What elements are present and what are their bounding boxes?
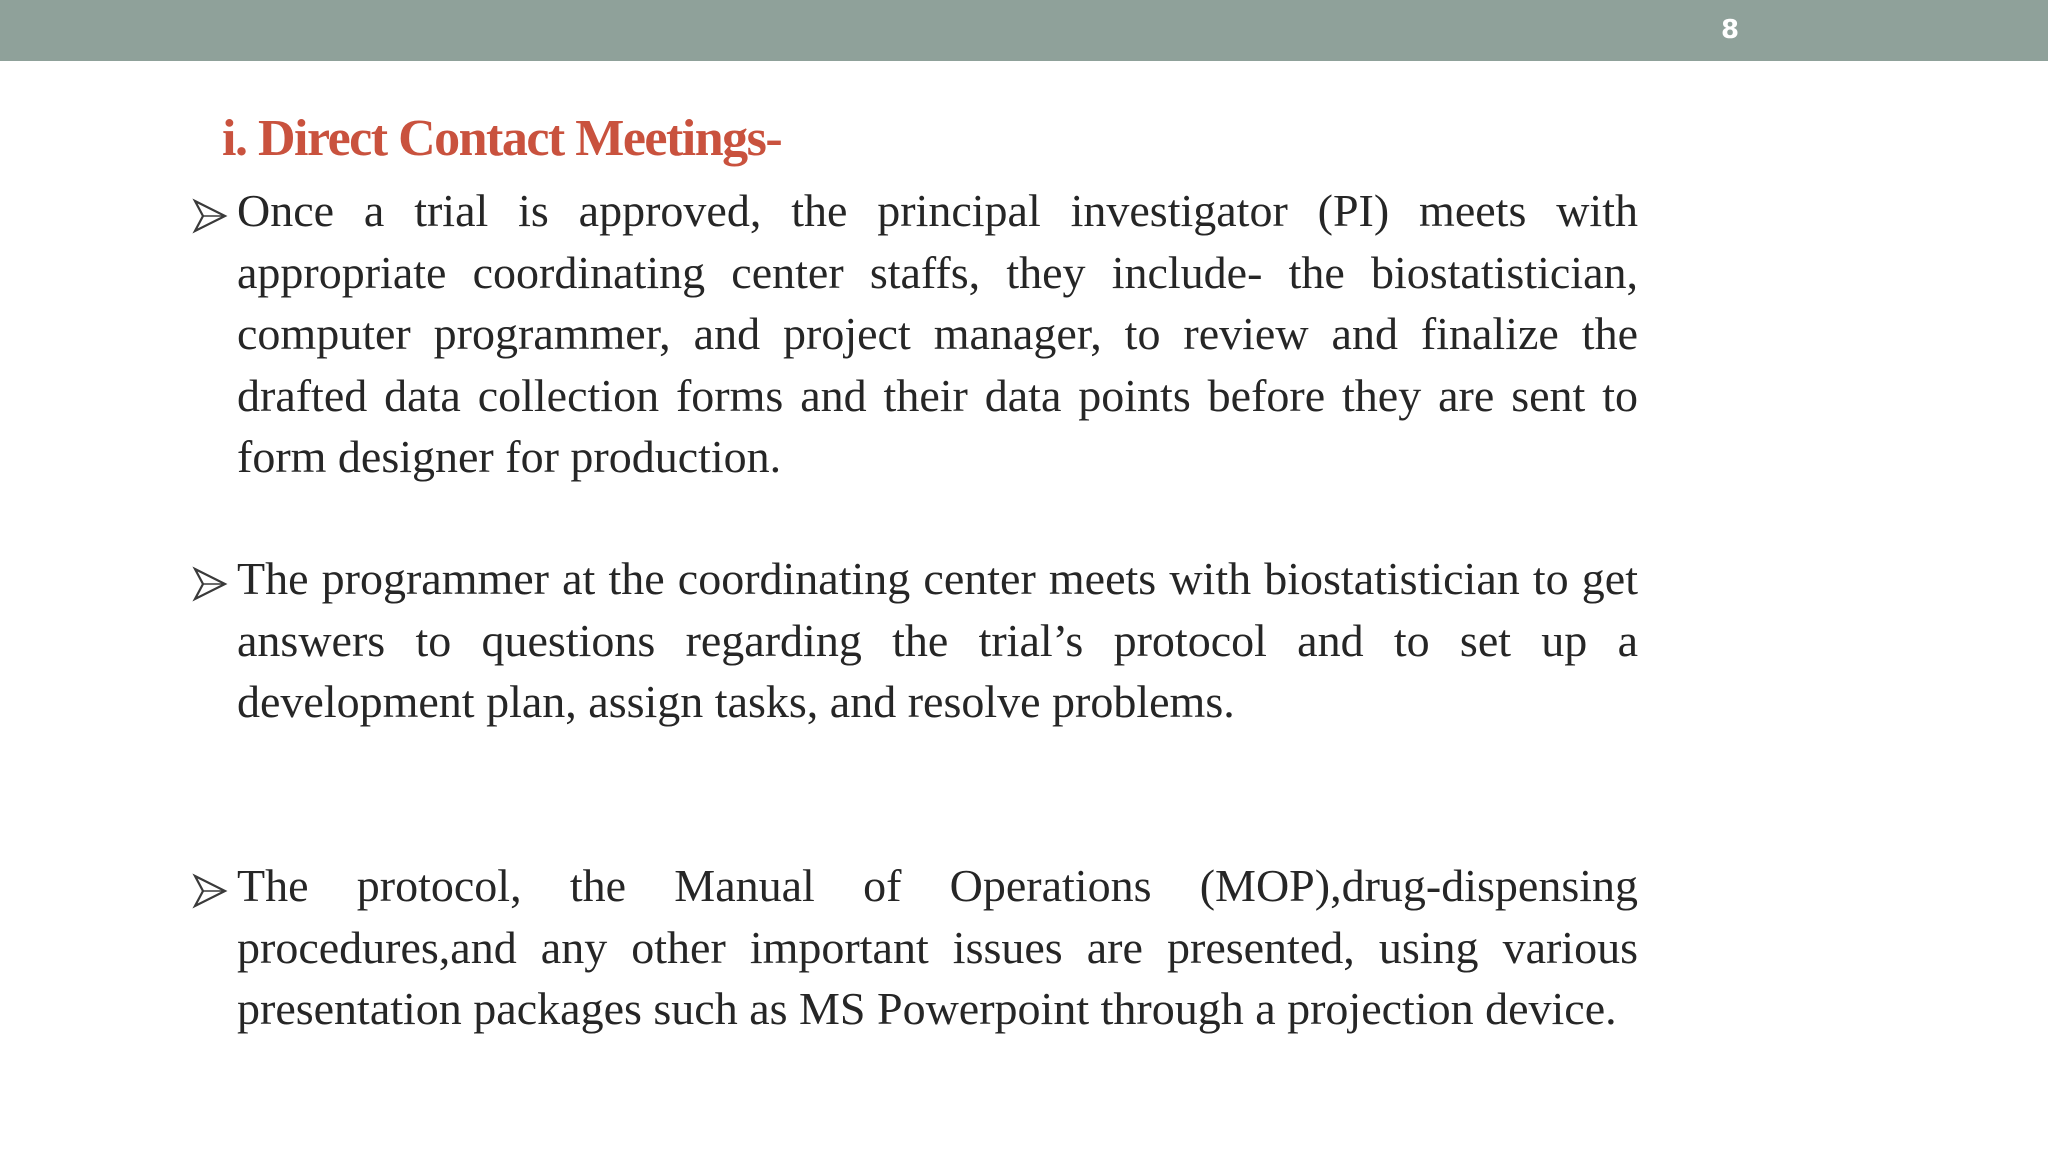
arrow-bullet-icon [192, 198, 228, 234]
slide-heading: i. Direct Contact Meetings- [222, 110, 782, 167]
bullet-text: Once a trial is approved, the principal investigator (PI) meets with appropriate coordinating center staffs, they include- the biostatistician, computer programmer, and project manager, to review and finalize the drafted data collection forms and their data points before they are sent to form designer for production. [237, 185, 1638, 482]
bullet-item [192, 180, 1638, 488]
bullet-item [192, 548, 1638, 733]
top-bar [0, 0, 2048, 61]
bullet-text: The programmer at the coordinating center meets with biostatistician to get answers to questions regarding the trial’s protocol and to set up a development plan, assign tasks, and resolve problems. [237, 553, 1638, 727]
arrow-bullet-icon [192, 566, 228, 602]
page-number: 8 [1720, 15, 1740, 45]
bullet-text: The protocol, the Manual of Operations (MOP),drug-dispensing procedures,and any other important issues are presented, using various presentation packages such as MS Powerpoint through a projection device. [237, 860, 1638, 1034]
arrow-bullet-icon [192, 873, 228, 909]
bullet-item [192, 855, 1638, 1040]
